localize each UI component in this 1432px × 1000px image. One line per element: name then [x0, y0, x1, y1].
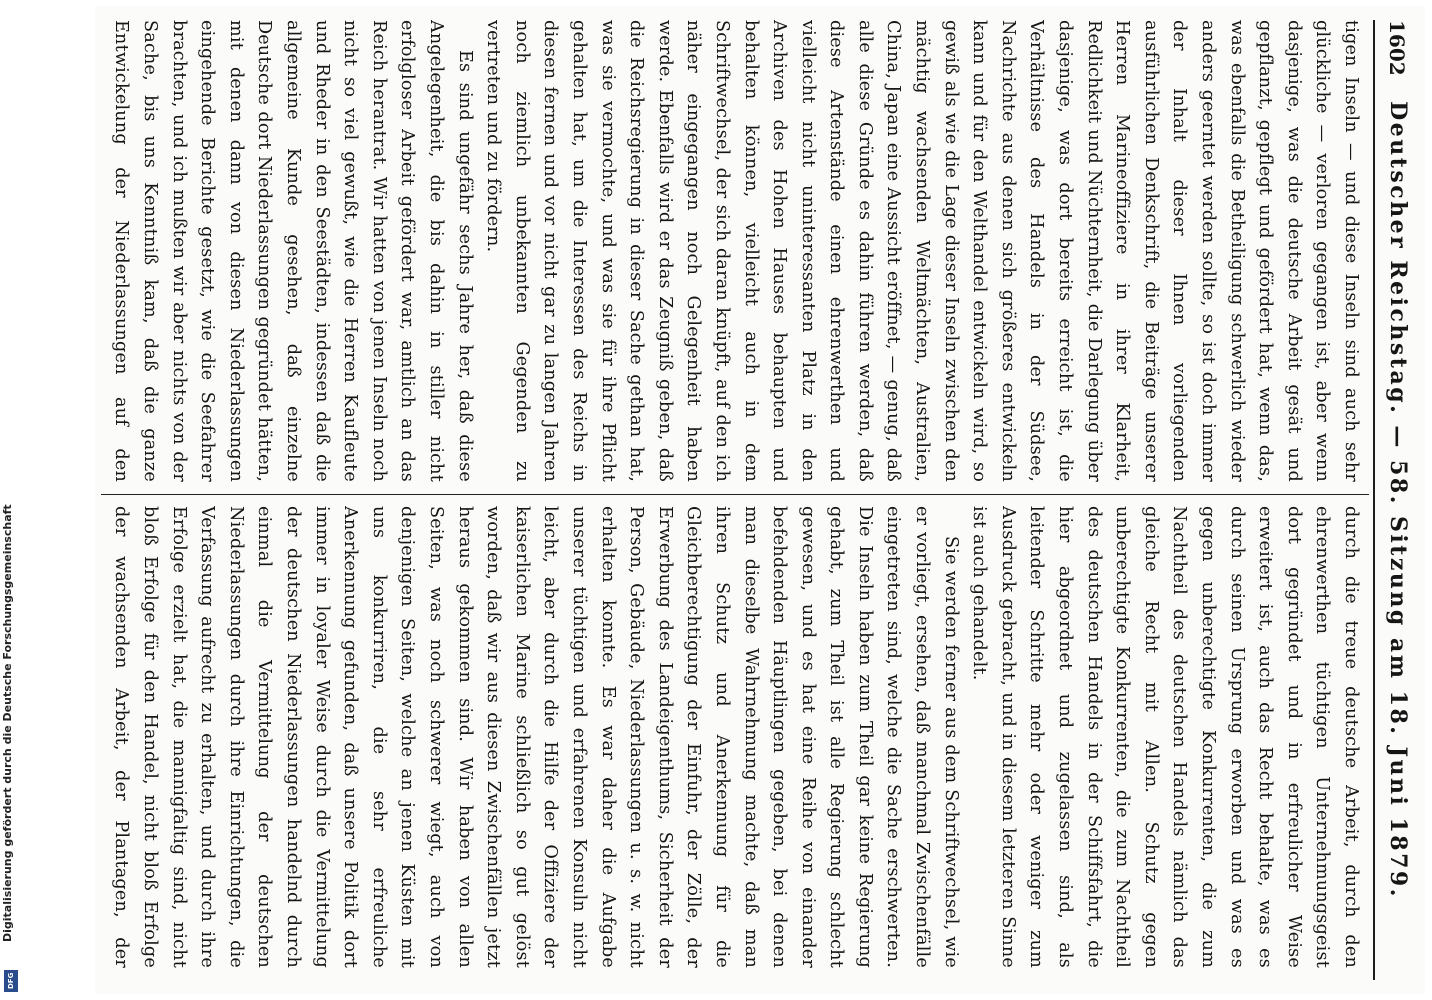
dfg-logo: DFG: [4, 970, 18, 992]
paragraph: Es sind ungefähr sechs Jahre her, daß diese Angelegenheit, die bis dahin in stiller nicht erfolgloser Arbeit gefördert war, amtlich an das Reich herantrat. Wir hatten von jenen Inseln noch nicht so viel gewußt, wie die Herren Kaufleute und Rheder in den Seestädten, indessen daß die allgemeine Kunde gesehen, daß einzelne Deutsche dort Niederlassungen gegründet hätten, mit denen dann von diesen Niederlassungen eingehende Berichte gesetzt, wie die Seefahrer brachten, und ich mußten wir aber nichts von der Sache, bis uns Kenntniß kam, daß die ganze Entwickelung der Niederlassungen auf den: [111, 20, 475, 482]
column-divider: [101, 494, 1369, 495]
page-number: 1602: [1385, 20, 1409, 76]
paragraph: Sie werden ferner aus dem Schriftwechsel, wie er vorliegt, ersehen, daß manchmal Zwischenfälle eingetreten sind, welche die Sache erschwerten. Die Inseln haben zum Theil gar keine Regierung gehabt, zum Theil ist alle Regierung schlecht gewesen, und es hat eine Reihe von einander befehdenden Häuptlingen gegeben, bei denen man dieselbe Wahrnehmung machte, daß man ihren Schutz und Anerkennung für die Gleichberechtigung der Einfuhr, der Zölle, der Erwerbung des Landeigenthums, Sicherheit der Person, Gebäude, Niederlassungen u. s. w. nicht erhalten konnte. Es war daher die Aufgabe unserer tüchtigen und erfahrenen Konsuln nicht leicht, aber durch die Hilfe der Offiziere der kaiserlichen Marine schließlich so gut gelöst worden, daß wir aus diesen Zwischenfällen jetzt heraus gekommen sind. Wir haben von allen Seiten, was noch schwerer wiegt, auch von denjenigen Seiten, welche an jenen Küsten mit uns konkurriren, die sehr erfreuliche Anerkennung gefunden, daß unsere Politik dort immer in loyaler Weise durch die Vermittelung der deutschen Niederlassungen handelnd durch einmal die Vermittelung der deutschen Niederlassungen durch ihre Einrichtungen, die Verfassung aufrecht zu erhalten, und durch ihre Erfolge erzielt hat, die mannigfaltig sind, nicht bloß Erfolge für den Handel, nicht bloß Erfolge der wachsenden Arbeit, der Plantagen, der: [111, 506, 961, 968]
text-column-right: [103, 506, 1365, 968]
text-column-left: [103, 20, 1365, 482]
paragraph: tigen Inseln — und diese Inseln sind auch sehr glückliche — verloren gegangen ist, aber wenn dasjenige, was die deutsche Arbeit gesät und gepflanzt, gepflegt und gefördert hat, wenn das, was ebenfalls die Betheiligung schwerlich wieder anders geerntet werden sollte, so ist doch immer der Inhalt dieser Ihnen vorliegenden ausführlichen Denkschrift, die Beiträge unserer Herren Marineoffiziere in ihrer Klarheit, Redlichkeit und Nüchternheit, die Darlegung über dasjenige, was dort bereits erreicht ist, die Verhältnisse des Handels in der Südsee, Nachrichte aus denen sich größeres entwickeln kann und für den Welthandel entwickeln wird, so gewiß als wie die Lage dieser Inseln zwischen den mächtig wachsenden Weltmächten, Australien, China, Japan eine Aussicht eröffnet, — genug, daß alle diese Gründe es dahin führen werden, daß diese Artenstände einen ehrenwerthen und vielleicht nicht uninteressanten Platz in den Archiven des Hohen Hauses behaupten und behalten können, vielleicht auch in dem Schriftwechsel, der sich daran knüpft, auf den ich näher eingegangen noch Gelegenheit haben werde. Ebenfalls wird er das Zeugniß geben, daß die Reichsregierung in dieser Sache gethan hat, was sie vermochte, und was sie für ihre Pflicht gehalten hat, um die Interessen des Reichs in diesen fernen und vor nicht gar zu langen Jahren noch ziemlich unbekannten Gegenden zu vertreten und zu fördern.: [483, 20, 1361, 482]
running-title: Deutscher Reichstag. — 58. Sitzung am 18. Juni 1879.: [1385, 101, 1411, 899]
scanned-page: [95, 6, 1425, 994]
credit-text: Digitalisierung gefördert durch die Deutsche Forschungsgemeinschaft: [1, 504, 14, 942]
digitization-credit: [1, 2, 25, 998]
paragraph: durch die treue deutsche Arbeit, durch den ehrenwerthen tüchtigen Unternehmungsgeist dort gegründet und in erfreulicher Weise erweitert ist, auch das Recht behalte, was es durch seinen Ursprung erworben und was es gegen unberechtigte Konkurrenten, die zum Nachtheil des deutschen Handels nämlich das gleiche Recht mit Allen. Schutz gegen unberechtigte Konkurrenten, die zum Nachtheil des deutschen Handels in der Schiffsfahrt, die hier abgeordnet und zugelassen sind, als leitender Schritte mehr oder weniger zum Ausdruck gebracht, und in diesem letzteren Sinne ist auch gehandelt.: [969, 506, 1361, 968]
page-header: [1373, 20, 1419, 980]
